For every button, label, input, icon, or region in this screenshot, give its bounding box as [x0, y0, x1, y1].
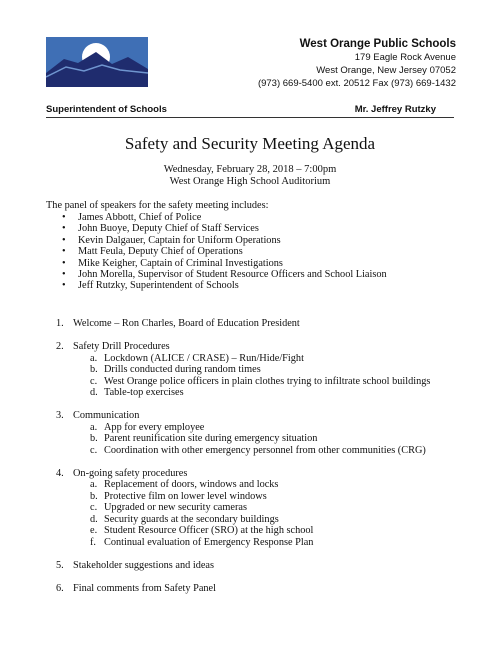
- mountain-moon-logo-icon: [46, 37, 148, 87]
- phone-line: (973) 669-5400 ext. 20512 Fax (973) 669-1432: [257, 78, 456, 89]
- sub-item-text: Student Resource Officer (SRO) at the high school: [104, 525, 314, 537]
- sub-item-list: [56, 422, 476, 456]
- sub-item: [56, 479, 476, 490]
- sub-item-letter: a.: [90, 479, 98, 491]
- speaker-list: [62, 212, 387, 292]
- sub-item-letter: c.: [90, 502, 98, 514]
- speaker-item: • Mike Keigher, Captain of Criminal Investigations: [62, 258, 387, 269]
- meeting-location: West Orange High School Auditorium: [169, 176, 331, 187]
- agenda-item-number: 2.: [56, 341, 64, 353]
- sub-item-letter: f.: [90, 536, 97, 548]
- sub-item-text: Table-top exercises: [104, 387, 184, 399]
- agenda-item-number: 3.: [56, 410, 64, 422]
- speaker-item: • Jeff Rutzky, Superintendent of Schools: [62, 280, 387, 291]
- speaker-item: • John Buoye, Deputy Chief of Staff Services: [62, 223, 387, 234]
- sub-item: [56, 364, 476, 375]
- panel-intro: The panel of speakers for the safety meeting includes:: [46, 200, 269, 211]
- address-line-2: West Orange, New Jersey 07052: [316, 65, 456, 76]
- sub-item-text: Drills conducted during random times: [104, 364, 261, 376]
- sub-item-text: App for every employee: [104, 421, 205, 433]
- agenda-item-number: 6.: [56, 583, 64, 595]
- sub-item: [56, 353, 476, 364]
- agenda-item-number: 5.: [56, 559, 64, 571]
- letterhead: [258, 38, 456, 90]
- superintendent-row: [46, 104, 454, 118]
- sub-item-letter: d.: [90, 387, 98, 399]
- sub-item-text: Continual evaluation of Emergency Response Plan: [104, 536, 314, 548]
- sub-item-text: Parent reunification site during emergency situation: [104, 433, 318, 445]
- agenda-item-text: Welcome – Ron Charles, Board of Education President: [73, 318, 300, 329]
- agenda-item-text: Final comments from Safety Panel: [73, 583, 216, 595]
- person-name: Mr. Jeffrey Rutzky: [354, 104, 436, 115]
- sub-item-letter: c.: [90, 444, 98, 456]
- agenda-item: [56, 410, 476, 456]
- sub-item-text: West Orange police officers in plain clothes trying to infiltrate school buildings: [104, 375, 431, 387]
- speaker-item: • John Morella, Supervisor of Student Resource Officers and School Liaison: [62, 269, 387, 280]
- agenda-item-text: Communication: [73, 410, 140, 422]
- speaker-item: • James Abbott, Chief of Police: [62, 212, 387, 223]
- district-logo: [46, 37, 148, 87]
- role-label: Superintendent of Schools: [46, 104, 167, 115]
- sub-item-letter: b.: [90, 364, 98, 376]
- agenda-item: [56, 583, 476, 594]
- org-name: West Orange Public Schools: [299, 38, 456, 50]
- agenda-item-number: 1.: [56, 318, 64, 329]
- sub-item: [56, 537, 476, 548]
- sub-item: [56, 422, 476, 433]
- sub-item-text: Security guards at the secondary buildings: [104, 513, 279, 525]
- sub-item-text: Upgraded or new security cameras: [104, 502, 247, 514]
- sub-item-text: Replacement of doors, windows and locks: [104, 479, 279, 491]
- sub-item-text: Lockdown (ALICE / CRASE) – Run/Hide/Fight: [104, 352, 304, 364]
- sub-item-letter: a.: [90, 352, 98, 364]
- sub-item-text: Coordination with other emergency personnel from other communities (CRG): [104, 444, 426, 456]
- document-title: Safety and Security Meeting Agenda: [124, 134, 376, 153]
- agenda-item: [56, 560, 476, 571]
- sub-item: [56, 376, 476, 387]
- agenda-item-text: On-going safety procedures: [73, 468, 188, 480]
- sub-item: [56, 514, 476, 525]
- agenda-item-number: 4.: [56, 468, 64, 480]
- meeting-datetime: Wednesday, February 28, 2018 – 7:00pm: [163, 164, 337, 175]
- sub-item: [56, 502, 476, 513]
- agenda-item-text: Safety Drill Procedures: [73, 341, 170, 353]
- speaker-item: • Matt Feula, Deputy Chief of Operations: [62, 246, 387, 257]
- agenda-item: [56, 318, 476, 329]
- sub-item-list: [56, 479, 476, 547]
- sub-item: [56, 525, 476, 536]
- sub-item-letter: a.: [90, 421, 98, 433]
- sub-item: [56, 433, 476, 444]
- speaker-item: • Kevin Dalgauer, Captain for Uniform Operations: [62, 235, 387, 246]
- sub-item: [56, 445, 476, 456]
- agenda-item: [56, 468, 476, 548]
- agenda-list: [56, 318, 476, 607]
- sub-item-letter: e.: [90, 525, 98, 537]
- sub-item-letter: b.: [90, 490, 98, 502]
- sub-item-letter: c.: [90, 375, 98, 387]
- sub-item: [56, 491, 476, 502]
- sub-item: [56, 387, 476, 398]
- sub-item-letter: b.: [90, 433, 98, 445]
- address-line-1: 179 Eagle Rock Avenue: [354, 52, 456, 63]
- sub-item-list: [56, 353, 476, 399]
- agenda-item: [56, 341, 476, 398]
- meeting-info: [0, 164, 500, 188]
- sub-item-letter: d.: [90, 513, 98, 525]
- agenda-item-text: Stakeholder suggestions and ideas: [73, 559, 214, 571]
- sub-item-text: Protective film on lower level windows: [104, 490, 267, 502]
